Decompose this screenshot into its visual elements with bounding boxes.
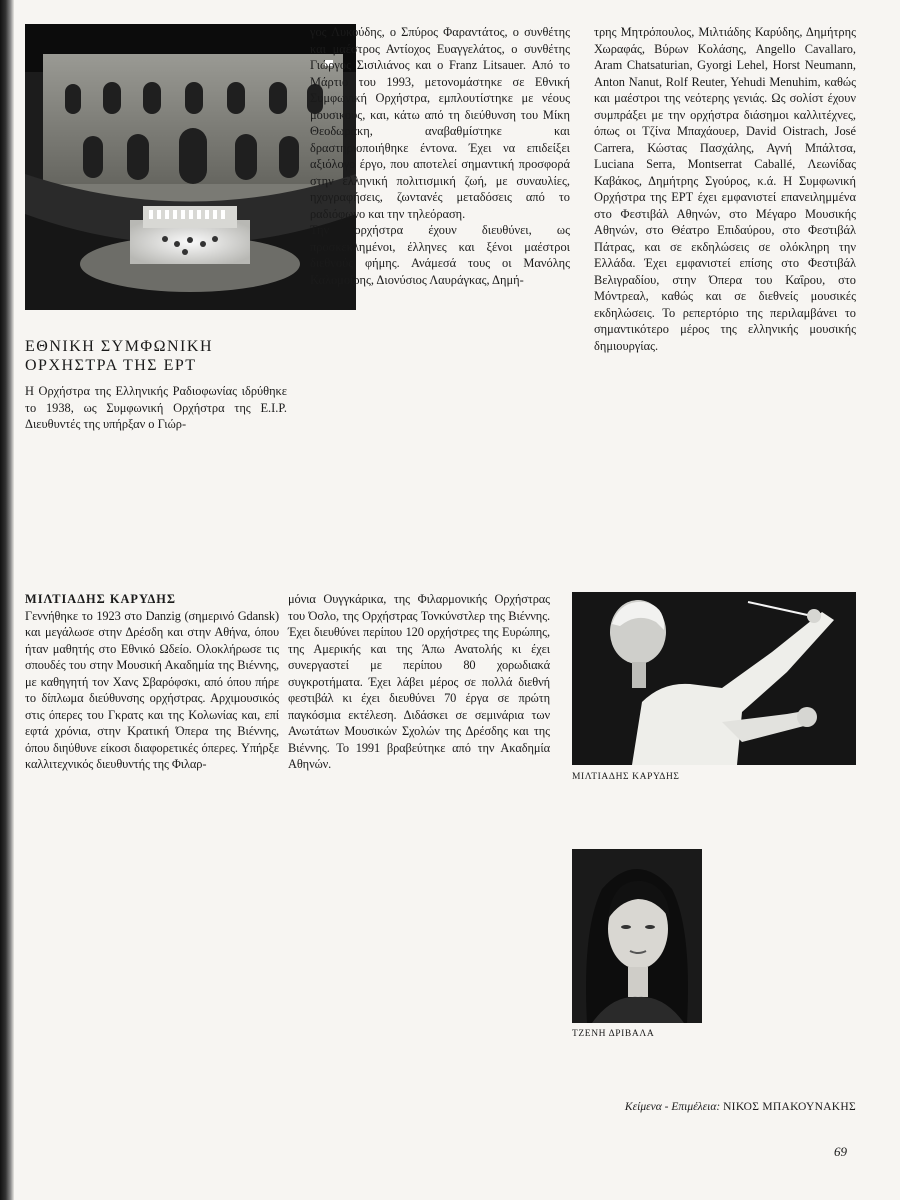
credit-label: Κείμενα - Επιμέλεια: — [624, 1101, 721, 1113]
bio-col2-paragraph: μόνια Ουγγκάρικα, της Φιλαρμονικής Ορχήστρας του Όσλο, της Ορχήστρας Τονκύνστλερ της Βιέννης. Έχει διευθύνει περίπου 120 ορχήστρες της Ευρώπης, της Αμερικής και της Άπω Ανατολής κι έχει συνεργαστεί με περίπου 80 χορωδιακά συγκροτήματα. Έχει λάβει μέρος σε πολλά διεθνή φεστιβάλ κι έχει διευθύνει 70 έργα σε πρώτη παγκόσμια εκτέλεση. Διδάσκει σε σεμινάρια των Ανωτάτων Μουσικών Σχολών της Δρέσδης και της Βιέννης. Το 1991 βραβεύτηκε από την Ακαδημία Αθηνών. — [288, 592, 550, 771]
bio-col1-paragraph: Γεννήθηκε το 1923 στο Danzig (σημερινό Gdansk) και μεγάλωσε στην Δρέσδη και στην Αθήνα, όπου ήταν μαθητής στο Εθνικό Ωδείο. Ολοκλήρωσε τις σπουδές του στην Μουσική Ακαδημία της Βιέννης, με καθηγητή τον Χανς Σβαρόφσκι, από όπου πήρε το δίπλωμα διεύθυνσης ορχήστρας. Αρχιμουσικός στις όπερες του Γκρατς και της Κολωνίας και, επί εφτά χρόνια, στην Κρατική Όπερα της Βιέννης, όπου διηύθυνε είκοσι διαφορετικές όπερες. Υπήρξε καλλιτεχνικός διευθυντής της Φιλαρ- — [25, 608, 279, 771]
bio-column-2 — [288, 591, 550, 773]
credit-name: ΝΙΚΟΣ ΜΠΑΚΟΥΝΑΚΗΣ — [723, 1101, 856, 1113]
page-spine-shadow — [0, 0, 14, 1200]
section-column-2 — [310, 24, 570, 288]
section-column-3 — [594, 24, 856, 354]
conductor-caption: ΜΙΛΤΙΑΔΗΣ ΚΑΡΥΔΗΣ — [572, 772, 680, 782]
section-col2-paragraph-2: Την ορχήστρα έχουν διευθύνει, ως προσκεκλημένοι, έλληνες και ξένοι μαέστροι διεθνούς φήμης. Ανάμεσά τους οι Μανόλης Καλομοίρης, Διονύσιος Λαυράγκας, Δημή- — [310, 223, 570, 287]
portrait-caption: ΤΖΕΝΗ ΔΡΙΒΑΛΑ — [572, 1029, 655, 1039]
section-col2-paragraph-1: γος Λυκούδης, ο Σπύρος Φαραντάτος, ο συνθέτης και μαέστρος Αντίοχος Ευαγγελάτος, ο συνθέτης Γιώργος Σισιλιάνος και ο Franz Litsauer. Από το Μάρτιο του 1993, μετονομάστηκε σε Εθνική Συμφωνική Ορχήστρα, εμπλουτίστηκε με νέους μουσικούς, και, κάτω από τη διεύθυνση του Μίκη Θεοδωράκη, αναβαθμίστηκε και δραστηριοποιήθηκε έντονα. Έχει να επιδείξει αξιόλογο έργο, που αποτελεί σημαντική προσφορά στην ελληνική πολιτισμική ζωή, με συναυλίες, ηχογραφήσεις, ζωντανές μεταδόσεις από το ραδιόφωνο και την τηλεόραση. — [310, 25, 570, 221]
section-heading-line2: ΟΡΧΗΣΤΡΑ ΤΗΣ ΕΡΤ — [25, 357, 197, 374]
section-col3-paragraph: τρης Μητρόπουλος, Μιλτιάδης Καρύδης, Δημήτρης Χωραφάς, Βύρων Κολάσης, Angello Cavallaro, Aram Chatsaturian, Gyorgi Lehel, Horst Neumann, Anton Nanut, Rolf Reuter, Yehudi Menuhim, καθώς και μαέστροι της νεότερης γενιάς. Ως σολίστ έχουν συμπράξει με την ορχήστρα διάσημοι καλλιτέχνες, όπως οι Τζίνα Μπαχάουερ, David Oistrach, José Carrera, Κώστας Πασχάλης, Αγνή Μπάλτσα, Luciana Serra, Montserrat Caballé, Λεωνίδας Καβάκος, Δημήτρης Σγούρος, κ.ά. Η Συμφωνική Ορχήστρα της ΕΡΤ έχει εμφανιστεί επανειλημμένα στο Φεστιβάλ Αθηνών, στο Μέγαρο Μουσικής Αθηνών, στο Θέατρο Επιδαύρου, στο Φεστιβάλ Πάτρας, και σε εκδηλώσεις σε ολόκληρη την Ελλάδα. Έχει εμφανιστεί επίσης στο Φεστιβάλ Βελιγραδίου, στην Όπερα του Καΐρου, στο Μόντρεαλ, καθώς και σε διεθνείς μουσικές εκδηλώσεις. Το ρεπερτόριο της περιλαμβάνει το σημαντικότερο μέρος της ελληνικής μουσικής δημιουργίας. — [594, 25, 856, 353]
editorial-credit — [600, 1101, 856, 1113]
bio-heading: ΜΙΛΤΙΑΔΗΣ ΚΑΡΥΔΗΣ — [25, 592, 177, 606]
portrait-photo — [572, 849, 702, 1023]
section-col1-paragraph: Η Ορχήστρα της Ελληνικής Ραδιοφωνίας ιδρύθηκε το 1938, ως Συμφωνική Ορχήστρα της Ε.Ι.Ρ. Διευθυντές της υπήρξαν ο Γιώρ- — [25, 384, 287, 431]
bio-column-1 — [25, 591, 279, 773]
conductor-photo — [572, 592, 856, 765]
page-number: 69 — [834, 1144, 847, 1159]
odeon-concert-photo — [25, 24, 356, 310]
section-heading — [25, 337, 285, 375]
section-column-1 — [25, 383, 287, 433]
section-heading-line1: ΕΘΝΙΚΗ ΣΥΜΦΩΝΙΚΗ — [25, 338, 213, 355]
